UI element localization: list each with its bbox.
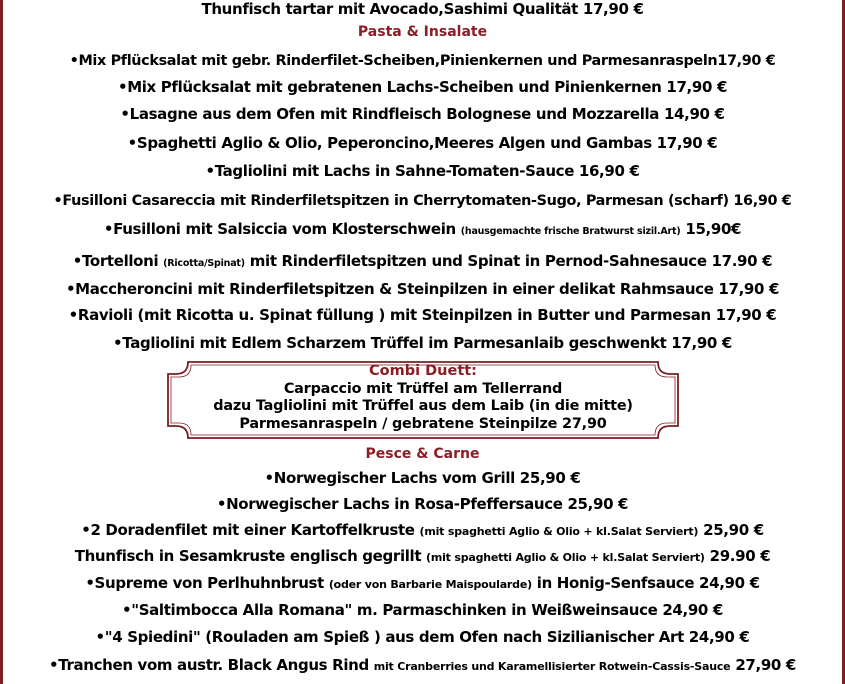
menu-item-price: 27,90 € bbox=[730, 656, 796, 674]
menu-item-text: mit Rinderfiletspitzen und Spinat in Pernod-Sahnesauce 17.90 € bbox=[244, 252, 773, 270]
menu-item bbox=[0, 573, 845, 595]
menu-item-thunfisch-tartar: Thunfisch tartar mit Avocado,Sashimi Qualität 17,90 € bbox=[201, 0, 644, 18]
menu-item-text: •2 Doradenfilet mit einer Kartoffelkruste bbox=[81, 521, 420, 539]
menu-item-note: (mit spaghetti Aglio & Olio + kl.Salat Serviert) bbox=[426, 551, 705, 564]
menu-item-note: (hausgemachte frische Bratwurst sizil.Art) bbox=[460, 226, 681, 237]
menu-item: •"Saltimbocca Alla Romana" m. Parmaschinken in Weißweinsauce 24,90 € bbox=[122, 601, 723, 619]
menu-item-price: 25,90 € bbox=[698, 521, 764, 539]
combi-duett-line: Parmesanraspeln / gebratene Steinpilze 27,90 bbox=[239, 416, 607, 432]
menu-item-price: 15,90€ bbox=[680, 220, 742, 238]
menu-item: •Spaghetti Aglio & Olio, Peperoncino,Meeres Algen und Gambas 17,90 € bbox=[127, 134, 718, 152]
menu-item: •Fusilloni Casareccia mit Rinderfiletspitzen in Cherrytomaten-Sugo, Parmesan (scharf) 16,90 € bbox=[53, 193, 792, 209]
combi-duett-title: Combi Duett: bbox=[369, 363, 477, 379]
menu-item bbox=[0, 219, 845, 242]
menu-item: •Mix Pflücksalat mit gebratenen Lachs-Scheiben und Pinienkernen 17,90 € bbox=[117, 78, 728, 96]
section-heading-pesce: Pesce & Carne bbox=[365, 446, 480, 462]
menu-item: •Ravioli (mit Ricotta u. Spinat füllung ) mit Steinpilzen in Butter und Parmesan 17,90 € bbox=[68, 306, 777, 324]
section-heading-pasta: Pasta & Insalate bbox=[357, 24, 488, 40]
combi-duett-line: Carpaccio mit Trüffel am Tellerrand bbox=[283, 381, 563, 397]
menu-item-note: (Ricotta/Spinat) bbox=[163, 258, 245, 269]
menu-item: •"4 Spiedini" (Rouladen am Spieß ) aus dem Ofen nach Sizilianischer Art 24,90 € bbox=[95, 628, 750, 646]
menu-item-text: •Tortelloni bbox=[72, 252, 164, 270]
menu-item-note: (mit spaghetti Aglio & Olio + kl.Salat Serviert) bbox=[419, 525, 699, 538]
menu-item bbox=[0, 546, 845, 568]
menu-item bbox=[0, 655, 845, 677]
menu-item-text: •Supreme von Perlhuhnbrust bbox=[85, 574, 329, 592]
menu-item: •Norwegischer Lachs vom Grill 25,90 € bbox=[264, 469, 581, 487]
menu-item: •Tagliolini mit Edlem Scharzem Trüffel im Parmesanlaib geschwenkt 17,90 € bbox=[113, 334, 732, 352]
menu-item-text: in Honig-Senfsauce 24,90 € bbox=[531, 574, 760, 592]
menu-item-note: mit Cranberries und Karamellisierter Rotwein-Cassis-Sauce bbox=[373, 660, 731, 673]
combi-duett-box bbox=[166, 360, 680, 440]
combi-duett-line: dazu Tagliolini mit Trüffel aus dem Laib (in die mitte) bbox=[213, 398, 633, 414]
menu-item-note: (oder von Barbarie Maispoularde) bbox=[328, 578, 532, 591]
menu-item bbox=[0, 251, 845, 274]
menu-item-price: 29.90 € bbox=[704, 547, 771, 565]
menu-item-text: •Fusilloni mit Salsiccia vom Klosterschwein bbox=[103, 220, 461, 238]
menu-item: •Norwegischer Lachs in Rosa-Pfeffersauce 25,90 € bbox=[216, 495, 629, 513]
menu-item-text: •Tranchen vom austr. Black Angus Rind bbox=[49, 656, 374, 674]
menu-item: •Tagliolini mit Lachs in Sahne-Tomaten-Sauce 16,90 € bbox=[205, 162, 640, 180]
menu-item-text: Thunfisch in Sesamkruste englisch gegrillt bbox=[74, 547, 427, 565]
menu-item: •Mix Pflücksalat mit gebr. Rinderfilet-Scheiben,Pinienkernen und Parmesanraspeln17,90 € bbox=[69, 53, 776, 69]
menu-item bbox=[0, 520, 845, 542]
menu-item: •Lasagne aus dem Ofen mit Rindfleisch Bolognese und Mozzarella 14,90 € bbox=[120, 105, 725, 123]
menu-item: •Maccheroncini mit Rinderfiletspitzen & Steinpilzen in einer delikat Rahmsauce 17,90 € bbox=[65, 280, 780, 298]
